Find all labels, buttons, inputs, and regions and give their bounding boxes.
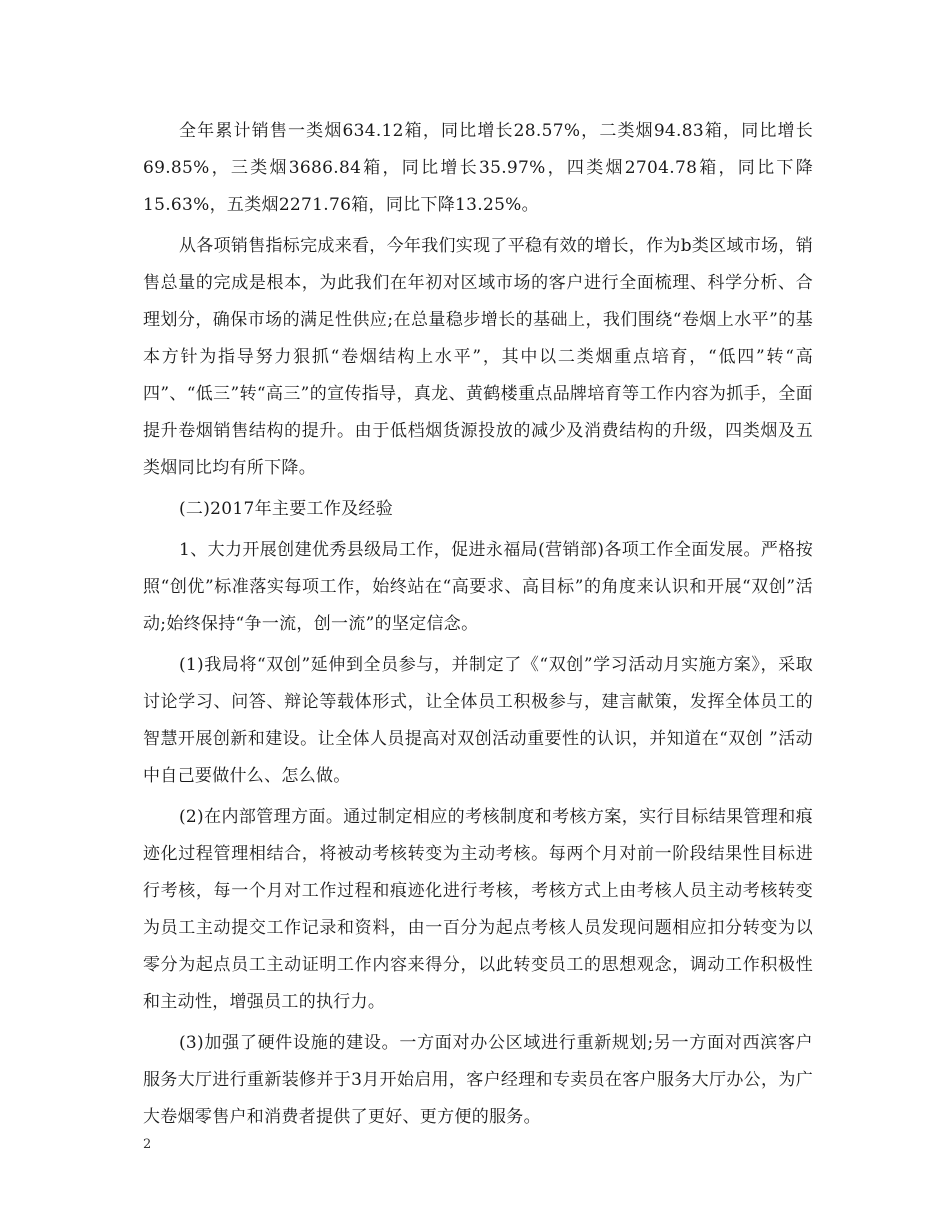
paragraph-item-1: 1、大力开展创建优秀县级局工作，促进永福局(营销部)各项工作全面发展。严格按照“创优”标准落实每项工作，始终站在“高要求、高目标”的角度来认识和开展“双创”活动;始终保持“争一流，创一流”的坚定信念。 [143,540,813,634]
paragraph-subitem-1: (1)我局将“双创”延伸到全员参与，并制定了《“双创”学习活动月实施方案》，采取讨论学习、问答、辩论等载体形式，让全体员工积极参与，建言献策，发挥全体员工的智慧开展创新和建设。让全体人员提高对双创活动重要性的认识，并知道在“双创 ”活动中自己要做什么、怎么做。 [143,655,813,786]
paragraph-subitem-3: (3)加强了硬件设施的建设。一方面对办公区域进行重新规划;另一方面对西滨客户服务大厅进行重新装修并于3月开始启用，客户经理和专卖员在客户服务大厅办公，为广大卷烟零售户和消费者提供了更好、更方便的服务。 [143,1033,813,1127]
section-heading: (二)2017年主要工作及经验 [179,499,394,519]
paragraph-subitem-2: (2)在内部管理方面。通过制定相应的考核制度和考核方案，实行目标结果管理和痕迹化过程管理相结合，将被动考核转变为主动考核。每两个月对前一阶段结果性目标进行考核，每一个月对工作过程和痕迹化进行考核，考核方式上由考核人员主动考核转变为员工主动提交工作记录和资料，由一百分为起点考核人员发现问题相应扣分转变为以零分为起点员工主动证明工作内容来得分，以此转变员工的思想观念，调动工作积极性和主动性，增强员工的执行力。 [143,807,813,1012]
paragraph-sales-summary: 全年累计销售一类烟634.12箱，同比增长28.57%，二类烟94.83箱，同比增长69.85%，三类烟3686.84箱，同比增长35.97%，四类烟2704.78箱，同比下降15.63%，五类烟2271.76箱，同比下降13.25%。 [143,121,813,215]
paragraph-sales-analysis: 从各项销售指标完成来看，今年我们实现了平稳有效的增长，作为b类区域市场，销售总量的完成是根本，为此我们在年初对区域市场的客户进行全面梳理、科学分析、合理划分，确保市场的满足性供应;在总量稳步增长的基础上，我们围绕“卷烟上水平”的基本方针为指导努力狠抓“卷烟结构上水平”，其中以二类烟重点培育，“低四”转“高四”、“低三”转“高三”的宣传指导，真龙、黄鹤楼重点品牌培育等工作内容为抓手，全面提升卷烟销售结构的提升。由于低档烟货源投放的减少及消费结构的升级，四类烟及五类烟同比均有所下降。 [143,236,813,478]
document-body [143,113,813,1140]
page-number: 2 [143,1137,152,1152]
